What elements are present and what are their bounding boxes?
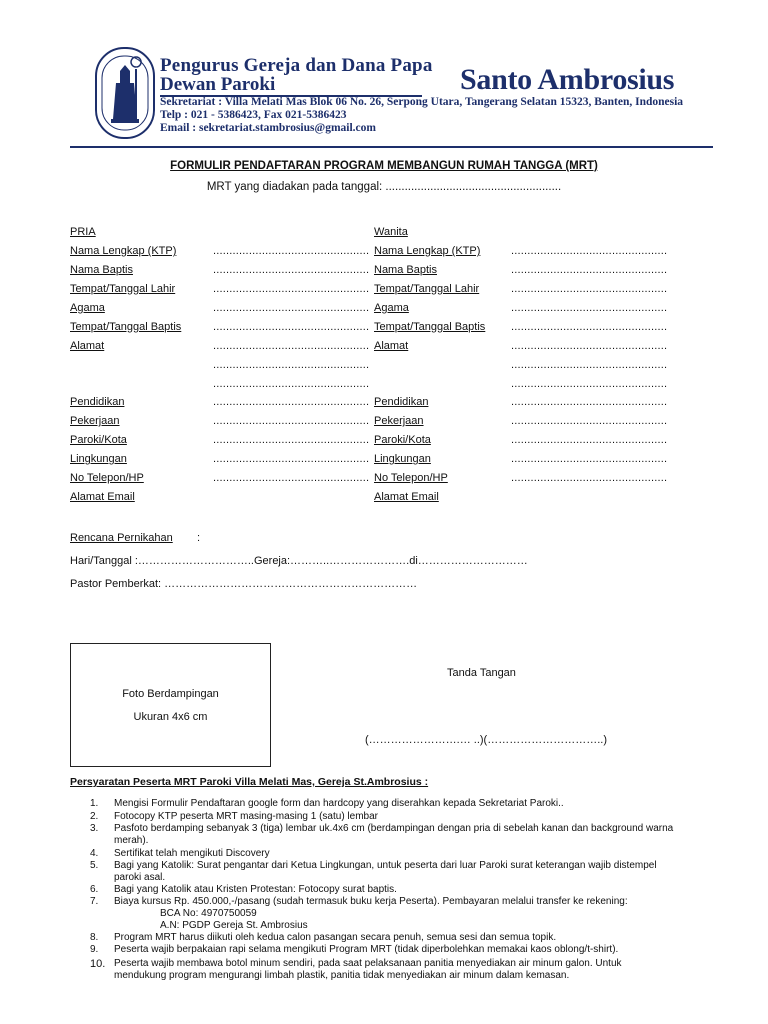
wanita-field-label: Alamat [374, 340, 409, 352]
pria-fill-line[interactable]: ................................................ [213, 302, 370, 314]
requirement-number: 5. [90, 860, 99, 871]
wanita-field-label: Tempat/Tanggal Lahir [374, 283, 480, 295]
pria-fill-line[interactable]: ................................................ [213, 453, 370, 465]
pastor-line[interactable]: Pastor Pemberkat: …………………………………………………………… [70, 578, 418, 590]
parish-name: Santo Ambrosius [460, 63, 675, 96]
wanita-fill-line[interactable]: ................................................ [511, 302, 668, 314]
requirement-number: 7. [90, 896, 99, 907]
wanita-fill-line[interactable]: ................................................ [511, 415, 668, 427]
pria-fill-line[interactable]: ................................................ [213, 245, 370, 257]
pria-fill-line[interactable]: ................................................ [213, 396, 370, 408]
pria-field-label: Paroki/Kota [70, 434, 127, 446]
requirement-text: Program MRT harus diikuti oleh kedua calon pasangan secara penuh, semua sesi dan semua topik. [114, 932, 557, 943]
requirement-text: merah). [114, 835, 149, 846]
organization-subname: Dewan Paroki [160, 74, 276, 95]
secretariat-address: Sekretariat : Villa Melati Mas Blok 06 No. 26, Serpong Utara, Tangerang Selatan 15323, Banten, Indonesia [160, 96, 684, 108]
photo-placeholder-box [70, 643, 271, 767]
pria-field-label: Lingkungan [70, 453, 127, 465]
requirement-number: 3. [90, 823, 99, 834]
requirement-number: 9. [90, 944, 99, 955]
pria-fill-line[interactable]: ................................................ [213, 283, 370, 295]
pria-field-label: Nama Baptis [70, 264, 133, 276]
requirement-number: 10. [90, 958, 106, 970]
wanita-fill-line[interactable]: ................................................ [511, 359, 668, 371]
pria-heading: PRIA [70, 226, 96, 238]
wedding-plan-colon: : [197, 532, 201, 544]
photo-size: Ukuran 4x6 cm [133, 711, 208, 723]
wanita-fill-line[interactable]: ................................................ [511, 321, 668, 333]
wanita-field-label: Pendidikan [374, 396, 429, 408]
bank-account-text: BCA No: 4970750059 [160, 908, 257, 919]
wanita-field-label: Paroki/Kota [374, 434, 431, 446]
wanita-field-label: Agama [374, 302, 409, 314]
wedding-plan-label: Rencana Pernikahan [70, 532, 173, 544]
requirement-text: Bagi yang Katolik: Surat pengantar dari Ketua Lingkungan, untuk peserta dari luar Paroki surat keterangan wajib distempel [114, 860, 657, 871]
pria-fill-line[interactable]: ................................................ [213, 378, 370, 390]
requirement-text: Pasfoto berdamping sebanyak 3 (tiga) lembar uk.4x6 cm (berdampingan dengan pria di sebelah kanan dan background warna [114, 823, 674, 834]
signature-label: Tanda Tangan [447, 667, 516, 679]
wanita-fill-line[interactable]: ................................................ [511, 245, 668, 257]
requirement-number: 8. [90, 932, 99, 943]
wanita-fill-line[interactable]: ................................................ [511, 264, 668, 276]
contact-email: Email : sekretariat.stambrosius@gmail.com [160, 122, 376, 134]
organization-name: Pengurus Gereja dan Dana Papa [160, 55, 433, 76]
pria-fill-line[interactable]: ................................................ [213, 359, 370, 371]
pria-field-label: Pekerjaan [70, 415, 120, 427]
wanita-field-label: Nama Baptis [374, 264, 437, 276]
pria-fill-line[interactable]: ................................................ [213, 321, 370, 333]
pria-fill-line[interactable]: ................................................ [213, 434, 370, 446]
requirement-text: Sertifikat telah mengikuti Discovery [114, 848, 270, 859]
bank-account-number [160, 908, 768, 920]
pria-field-label: Agama [70, 302, 105, 314]
requirement-text: Fotocopy KTP peserta MRT masing-masing 1 (satu) lembar [114, 811, 378, 822]
phone-fax: Telp : 021 - 5386423, Fax 021-5386423 [160, 109, 347, 121]
pria-fill-line[interactable]: ................................................ [213, 264, 370, 276]
requirement-number: 2. [90, 811, 99, 822]
pria-fill-line[interactable]: ................................................ [213, 340, 370, 352]
requirement-number: 1. [90, 798, 99, 809]
requirement-number: 4. [90, 848, 99, 859]
wanita-field-label: Pekerjaan [374, 415, 424, 427]
requirement-text: paroki asal. [114, 872, 166, 883]
pria-field-label: No Telepon/HP [70, 472, 144, 484]
pria-field-label: Nama Lengkap (KTP) [70, 245, 177, 257]
wanita-heading: Wanita [374, 226, 408, 238]
pria-field-label: Pendidikan [70, 396, 125, 408]
wanita-fill-line[interactable]: ................................................ [511, 378, 668, 390]
wanita-field-label: Lingkungan [374, 453, 431, 465]
wanita-fill-line[interactable]: ................................................ [511, 453, 668, 465]
wanita-field-label: No Telepon/HP [374, 472, 448, 484]
wanita-field-label: Nama Lengkap (KTP) [374, 245, 481, 257]
mrt-date-line: MRT yang diadakan pada tanggal: ....................................................... [206, 181, 562, 193]
pria-field-label: Alamat [70, 340, 105, 352]
wanita-fill-line[interactable]: ................................................ [511, 340, 668, 352]
requirement-text: Bagi yang Katolik atau Kristen Protestan: Fotocopy surat baptis. [114, 884, 397, 895]
pria-field-label: Tempat/Tanggal Baptis [70, 321, 182, 333]
letterhead-divider [70, 146, 713, 148]
wanita-fill-line[interactable]: ................................................ [511, 396, 668, 408]
requirement-number: 6. [90, 884, 99, 895]
photo-caption: Foto Berdampingan [122, 688, 219, 700]
requirement-text: Mengisi Formulir Pendaftaran google form dan hardcopy yang diserahkan kepada Sekretariat Paroki.. [114, 798, 564, 809]
requirement-text: Peserta wajib membawa botol minum sendiri, pada saat pelaksanaan panitia menyediakan air minum galon. Untuk [114, 958, 622, 969]
requirement-text: Biaya kursus Rp. 450.000,-/pasang (sudah termasuk buku kerja Peserta). Pembayaran melalui transfer ke rekening: [114, 896, 628, 907]
parish-seal-logo [95, 47, 155, 139]
bank-account-holder-text: A.N: PGDP Gereja St. Ambrosius [160, 920, 308, 931]
signature-lines[interactable]: (…………………….… ..)(…………………………..) [365, 734, 607, 746]
pria-field-label: Tempat/Tanggal Lahir [70, 283, 176, 295]
pria-fill-line[interactable]: ................................................ [213, 472, 370, 484]
form-title: FORMULIR PENDAFTARAN PROGRAM MEMBANGUN RUMAH TANGGA (MRT) [170, 160, 598, 172]
pria-fill-line[interactable]: ................................................ [213, 415, 370, 427]
wanita-field-label: Tempat/Tanggal Baptis [374, 321, 486, 333]
wedding-date-church-line[interactable]: Hari/Tanggal :…………………………..Gereja:………..………………….di………………………… [70, 555, 528, 567]
requirement-text: mendukung program mengurangi limbah plastik, panitia tidak menyediakan air minum dalam kemasan. [114, 970, 570, 981]
wanita-fill-line[interactable]: ................................................ [511, 283, 668, 295]
bank-account-name [160, 920, 768, 932]
requirement-text: Peserta wajib berpakaian rapi selama mengikuti Program MRT (tidak diperbolehkan memakai kaos oblong/t-shirt). [114, 944, 619, 955]
wanita-fill-line[interactable]: ................................................ [511, 434, 668, 446]
pria-field-label: Alamat Email [70, 491, 135, 503]
requirements-title: Persyaratan Peserta MRT Paroki Villa Melati Mas, Gereja St.Ambrosius : [70, 776, 429, 788]
wanita-field-label: Alamat Email [374, 491, 439, 503]
wanita-fill-line[interactable]: ................................................ [511, 472, 668, 484]
